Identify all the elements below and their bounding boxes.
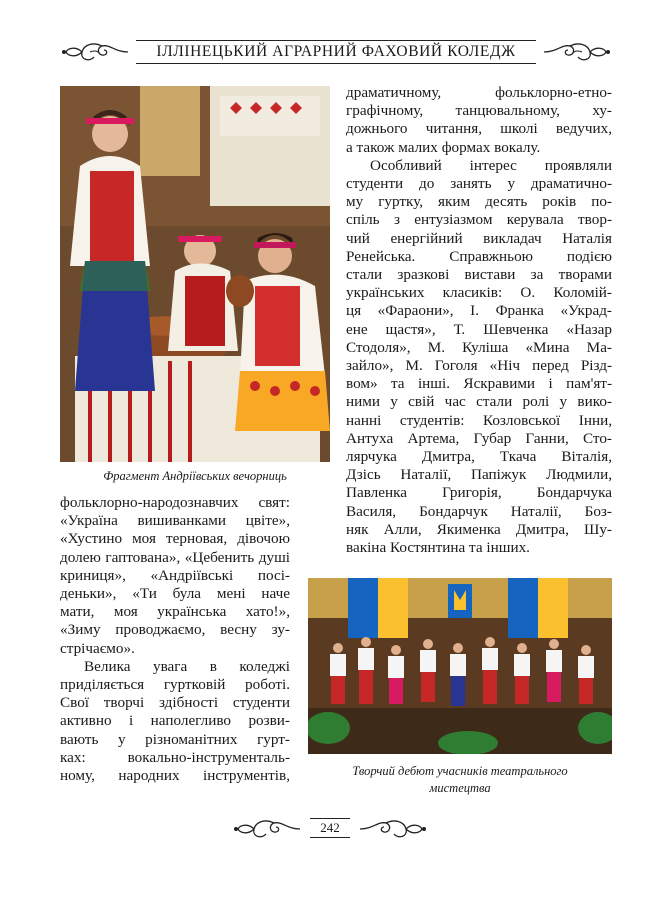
caption-photo2-line1: Творчий дебют учасників театрального — [352, 764, 568, 778]
running-header — [60, 38, 612, 66]
text-line: Василя, Бондарчук Наталії, Боз- — [346, 502, 612, 520]
text-line: вакіна Костянтина та інших. — [346, 539, 530, 557]
caption-photo1: Фрагмент Андріївських вечорниць — [103, 469, 287, 483]
text-line: спіль з ентузіазмом керувала твор- — [346, 211, 612, 229]
text-column-right — [346, 84, 612, 557]
text-line: Стодоля», М. Куліша «Мина Ма- — [346, 338, 612, 356]
text-line: Антуха Артема, Губар Ганни, Сто- — [346, 429, 612, 447]
text-line: драматичному, фольклорно-етно- — [346, 84, 612, 101]
text-line: «Зиму проводжаємо, весну зу- — [60, 621, 290, 639]
text-line: ця «Фараони», І. Франка «Украд- — [346, 302, 612, 320]
text-line: вають у різноманітних гурт- — [60, 730, 290, 748]
text-line: «Хустино моя терновая, дівочою — [60, 530, 290, 548]
text-line: криниця», «Андріївські посі- — [60, 566, 290, 584]
caption-photo2 — [308, 763, 612, 797]
text-line: фольклорно-народознавчих свят: — [60, 494, 290, 511]
header-title-box — [136, 40, 536, 64]
text-line: ними у свій час стали ролі у вико- — [346, 393, 612, 411]
text-line: мати, моя українська хато!», — [60, 603, 290, 621]
text-line: українських класиків: О. Коломій- — [346, 284, 612, 302]
text-line: Свої творчі здібності студенти — [60, 694, 290, 712]
text-line: Ренейська. Справжньою подією — [346, 247, 612, 265]
text-line: ному, народних інструментів, — [60, 767, 290, 785]
text-line: графічному, танцювальному, ху- — [346, 102, 612, 120]
ornament-right-icon — [542, 40, 612, 64]
text-line: студенти до занять у драматично- — [346, 175, 612, 193]
text-line: зайло», М. Гоголя «Ніч перед Різд- — [346, 357, 612, 375]
text-line: дожнього читання, школі ведучих, — [346, 120, 612, 138]
text-line: долею гаптована», «Цебенить душі — [60, 548, 290, 566]
text-line: стали зразкові вистави за творами — [346, 266, 612, 284]
photo-theatre-debut — [308, 578, 612, 754]
text-line: стрічаємо». — [60, 639, 135, 657]
ornament-left-icon — [60, 40, 130, 64]
text-line: Особливий інтерес проявляли — [370, 156, 612, 174]
header-title: ІЛЛІНЕЦЬКИЙ АГРАРНИЙ ФАХОВИЙ КОЛЕДЖ — [156, 43, 516, 60]
text-line: му гуртку, яким десять років по- — [346, 193, 612, 211]
photo-andriivski-vechornytsi — [60, 86, 330, 462]
text-line: лярчука Дмитра, Ткача Віталія, — [346, 448, 612, 466]
text-line: няк Алли, Якименка Дмитра, Шу- — [346, 520, 612, 538]
text-line: Велика увага в коледжі — [84, 657, 290, 675]
text-line: а також малих формах вокалу. — [346, 138, 541, 156]
text-line: ене щастя», Т. Шевченка «Назар — [346, 320, 612, 338]
text-column-left — [60, 494, 290, 785]
text-line: вом» та інші. Яскравими і пам'ят- — [346, 375, 612, 393]
text-line: «Україна вишиванками цвіте», — [60, 512, 290, 530]
text-line: активно і наполегливо розви- — [60, 712, 290, 730]
text-line: чий енергійний викладач Наталія — [346, 229, 612, 247]
caption-photo2-line2: мистецтва — [429, 781, 491, 795]
text-line: нанні студентів: Козловської Інни, — [346, 411, 612, 429]
text-line: приділяється гуртковій роботі. — [60, 676, 290, 694]
text-line: ках: вокально-інструменталь- — [60, 748, 290, 766]
page-number: 242 — [310, 818, 350, 838]
ornament-right-icon — [358, 818, 428, 840]
text-line: Павленка Григорія, Бондарчука — [346, 484, 612, 502]
text-line: деньки», «Ти була мені наче — [60, 585, 290, 603]
page-footer — [232, 814, 428, 842]
ornament-left-icon — [232, 818, 302, 840]
text-line: Дзісь Наталії, Папіжук Людмили, — [346, 466, 612, 484]
